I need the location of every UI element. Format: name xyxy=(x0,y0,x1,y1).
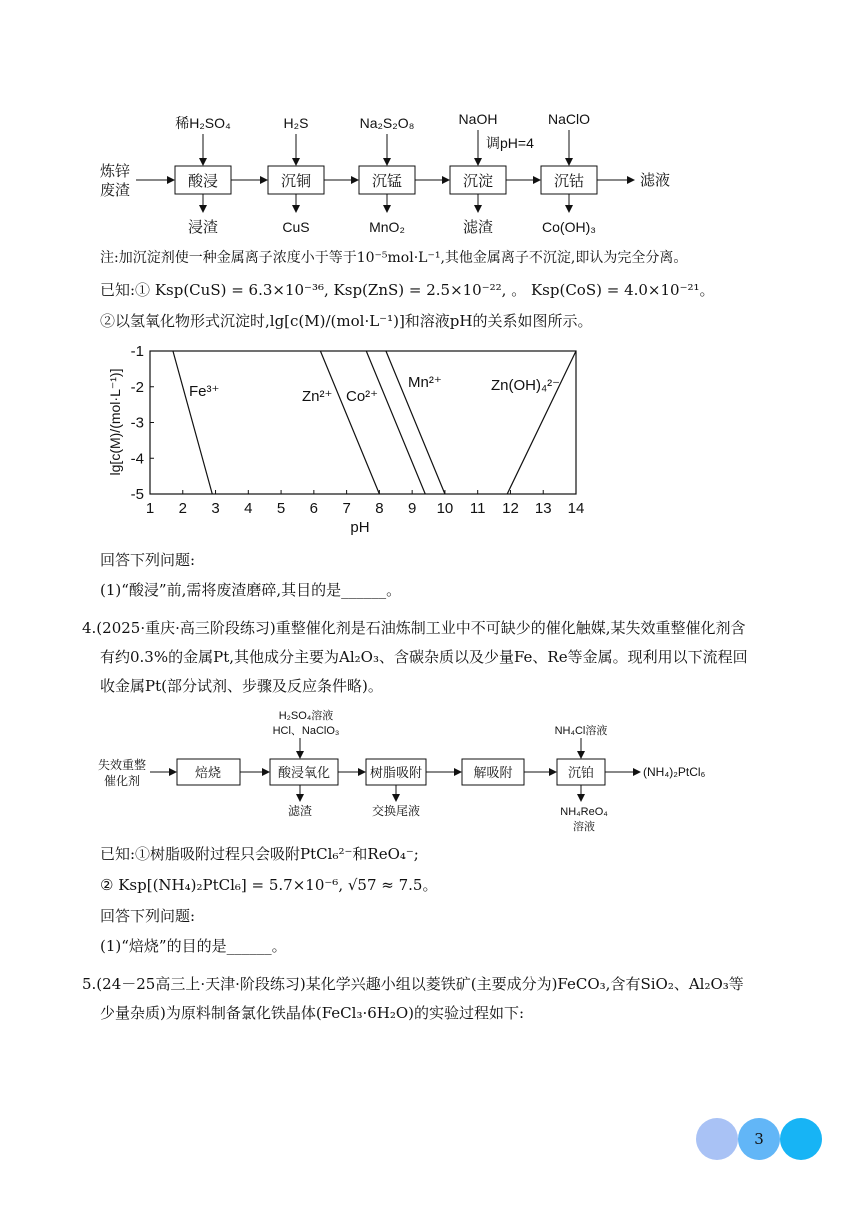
q3-known-1: 已知:① Ksp(CuS) = 6.3×10⁻³⁶, Ksp(ZnS) = 2.5×10⁻²², 。 Ksp(CoS) = 4.0×10⁻²¹。 xyxy=(100,281,715,299)
q3-known-2: ②以氢氧化物形式沉淀时,lg[c(M)/(mol·L⁻¹)]和溶液pH的关系如图所示。 xyxy=(100,312,593,330)
product-filter-residue: 滤渣 xyxy=(462,219,494,236)
page-circle-right xyxy=(780,1118,822,1160)
y-tick-label: -2 xyxy=(130,378,144,396)
flow2-waste-solution: 溶液 xyxy=(573,821,595,833)
q5-line-1: 5.(24－25高三上·天津·阶段练习)某化学兴趣小组以菱铁矿(主要成分为)FeCO₃,含有SiO₂、Al₂O₃等 xyxy=(82,975,744,993)
flow2-reagent-nh4cl: NH₄Cl溶液 xyxy=(554,725,608,737)
x-tick-label: 7 xyxy=(342,500,351,517)
x-tick-label: 1 xyxy=(145,500,155,517)
product-leach-residue: 浸渣 xyxy=(187,219,219,236)
flow2-start-2: 催化剂 xyxy=(104,774,141,788)
flow2-reagent-h2so4: H₂SO₄溶液 xyxy=(278,710,334,722)
series-label-zn: Zn²⁺ xyxy=(302,388,333,405)
q4-prompt: 回答下列问题: xyxy=(100,907,196,925)
reagent-note-ph: 调pH=4 xyxy=(486,135,534,151)
flow-step-manganese: 沉锰 xyxy=(371,173,403,190)
flow-end: 滤液 xyxy=(640,172,671,189)
flow2-end: (NH₄)₂PtCl₆ xyxy=(643,765,706,779)
x-tick-label: 12 xyxy=(502,500,519,517)
flow-step-acid-leach: 酸浸 xyxy=(187,173,219,190)
flow-diagram-platinum xyxy=(0,705,868,837)
flow-step-precipitate: 沉淀 xyxy=(462,173,494,190)
q4-question-1: (1)“焙烧”的目的是______。 xyxy=(100,937,287,955)
chart-xlabel: pH xyxy=(350,519,370,536)
flow-diagram-zinc xyxy=(0,100,868,240)
flow-start-2: 废渣 xyxy=(100,182,131,199)
y-tick-label: -3 xyxy=(130,414,144,432)
q4-line-1: 4.(2025·重庆·高三阶段练习)重整催化剂是石油炼制工业中不可缺少的催化触媒,某失效重整催化剂含 xyxy=(82,619,746,637)
flow2-reagent-hcl: HCl、NaClO₃ xyxy=(272,725,340,737)
x-tick-label: 3 xyxy=(211,500,220,517)
series-line-3 xyxy=(386,351,445,494)
x-tick-label: 6 xyxy=(309,500,319,517)
reagent-naclo: NaClO xyxy=(547,111,591,127)
q3-note: 注:加沉淀剂使一种金属离子浓度小于等于10⁻⁵mol·L⁻¹,其他金属离子不沉淀,即认为完全分离。 xyxy=(100,250,688,266)
flow-step-cobalt: 沉钴 xyxy=(553,173,585,190)
reagent-h2s: H₂S xyxy=(283,115,309,131)
flow2-step-acid-oxidation: 酸浸氧化 xyxy=(277,765,331,780)
x-tick-label: 4 xyxy=(244,500,253,517)
chart-frame xyxy=(150,351,576,494)
flow2-waste-residue: 滤渣 xyxy=(287,804,313,818)
product-mno2: MnO₂ xyxy=(369,219,405,235)
flow-start-1: 炼锌 xyxy=(100,163,131,180)
series-line-1 xyxy=(320,351,379,494)
reagent-naoh: NaOH xyxy=(458,111,498,127)
y-tick-label: -5 xyxy=(130,486,144,503)
page-number: 3 xyxy=(754,1130,764,1148)
q3-question-1: (1)“酸浸”前,需将废渣磨碎,其目的是______。 xyxy=(100,581,402,599)
q4-line-2: 有约0.3%的金属Pt,其他成分主要为Al₂O₃、含碳杂质以及少量Fe、Re等金属。现利用以下流程回 xyxy=(100,648,748,666)
y-tick-label: -4 xyxy=(130,450,144,468)
x-tick-label: 10 xyxy=(436,500,454,517)
chart-ylabel: lg[c(M)/(mol·L⁻¹)] xyxy=(107,368,123,476)
q4-line-3: 收金属Pt(部分试剂、步骤及反应条件略)。 xyxy=(100,677,383,695)
reagent-h2so4: 稀H₂SO₄ xyxy=(175,115,231,131)
flow2-waste-nh4reo4: NH₄ReO₄ xyxy=(560,806,608,818)
series-line-0 xyxy=(173,351,212,494)
y-tick-label: -1 xyxy=(130,343,144,360)
page-circle-left xyxy=(696,1118,738,1160)
x-tick-label: 11 xyxy=(469,500,486,517)
product-cus: CuS xyxy=(282,219,310,235)
flow-step-copper: 沉铜 xyxy=(280,173,312,190)
series-label-znoh4: Zn(OH)₄²⁻ xyxy=(491,377,561,394)
series-label-fe: Fe³⁺ xyxy=(189,383,220,400)
x-tick-label: 5 xyxy=(276,500,286,517)
flow2-step-desorb: 解吸附 xyxy=(473,765,513,780)
flow2-waste-tail: 交换尾液 xyxy=(371,804,421,818)
series-label-mn: Mn²⁺ xyxy=(408,374,442,391)
x-tick-label: 9 xyxy=(407,500,417,517)
series-label-co: Co²⁺ xyxy=(346,388,379,405)
reagent-na2s2o8: Na₂S₂O₈ xyxy=(359,115,415,131)
series-line-2 xyxy=(366,351,425,494)
product-coohx3: Co(OH)₃ xyxy=(542,219,596,235)
x-tick-label: 2 xyxy=(178,500,187,517)
q4-known-2: ② Ksp[(NH₄)₂PtCl₆] = 5.7×10⁻⁶, √57 ≈ 7.5。 xyxy=(100,876,438,894)
flow2-step-roast: 焙烧 xyxy=(194,765,222,780)
x-tick-label: 14 xyxy=(567,500,585,517)
x-tick-label: 8 xyxy=(375,500,384,517)
ph-chart xyxy=(0,340,868,540)
q5-line-2: 少量杂质)为原料制备氯化铁晶体(FeCl₃·6H₂O)的实验过程如下: xyxy=(100,1004,525,1022)
q3-prompt: 回答下列问题: xyxy=(100,551,196,569)
flow2-step-resin-adsorb: 树脂吸附 xyxy=(369,765,423,780)
flow2-start-1: 失效重整 xyxy=(98,758,147,772)
series-line-4 xyxy=(507,351,576,494)
page-circle-middle xyxy=(738,1118,780,1160)
flow2-step-precipitate-pt: 沉铂 xyxy=(567,765,595,780)
q4-known-1: 已知:①树脂吸附过程只会吸附PtCl₆²⁻和ReO₄⁻; xyxy=(100,845,419,863)
x-tick-label: 13 xyxy=(534,500,552,517)
